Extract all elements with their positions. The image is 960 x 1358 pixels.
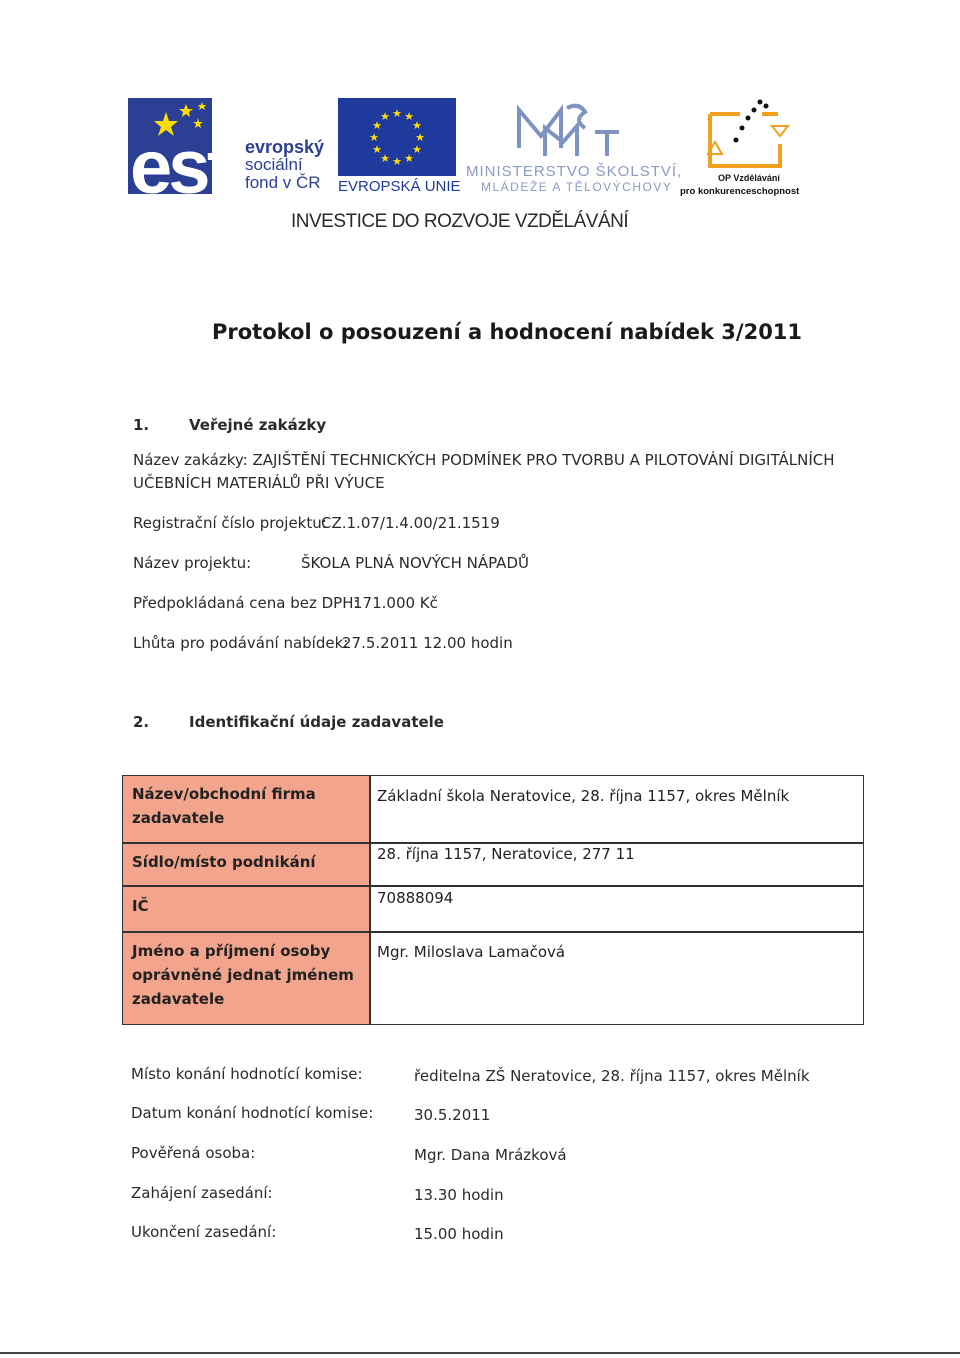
svg-text:★: ★ [392,155,402,168]
meeting-start-label: Zahájení zasedání: [131,1184,273,1202]
meeting-start-value: 13.30 hodin [414,1186,504,1204]
responsible-person-label: Pověřená osoba: [131,1144,256,1162]
eu-stars-icon [338,98,456,176]
table-value: Základní škola Neratovice, 28. října 1157, okres Mělník [377,787,790,805]
svg-text:★: ★ [380,152,390,165]
table-label: Sídlo/místo podnikání [132,853,316,871]
op-logo [704,96,794,176]
esf-text: evropský sociální fond v ČR [245,137,325,192]
svg-text:★: ★ [380,110,390,123]
price-value: 171.000 Kč [353,594,438,612]
meeting-end-label: Ukončení zasedání: [131,1223,277,1241]
meeting-end-value: 15.00 hodin [414,1225,504,1243]
table-label: Jméno a příjmení osoby oprávněné jednat jménem zadavatele [132,942,354,1008]
svg-text:★: ★ [369,131,379,144]
svg-text:★: ★ [404,152,414,165]
price-label: Předpokládaná cena bez DPH: [133,594,359,612]
msmt-line1: MINISTERSTVO ŠKOLSTVÍ, [466,163,683,180]
svg-text:★: ★ [415,131,425,144]
contracting-authority-table [122,775,864,1025]
section2-number: 2. [133,713,150,731]
svg-text:★: ★ [404,110,414,123]
section1-number: 1. [133,416,150,434]
msmt-line2: MLÁDEŽE A TĚLOVÝCHOVY [481,180,673,194]
meeting-place-label: Místo konání hodnotící komise: [131,1065,363,1083]
meeting-date-label: Datum konání hodnotící komise: [131,1104,374,1122]
contract-name-line1: Název zakázky: ZAJIŠTĚNÍ TECHNICKÝCH PODMÍNEK PRO TVORBU A PILOTOVÁNÍ DIGITÁLNÍCH [133,451,835,469]
svg-text:★: ★ [372,119,382,132]
svg-text:★: ★ [412,143,422,156]
op-mark-icon [704,96,794,172]
table-value: 28. října 1157, Neratovice, 277 11 [377,845,635,863]
table-row-divider [123,931,863,933]
table-value: Mgr. Miloslava Lamačová [377,943,566,961]
page-title: Protokol o posouzení a hodnocení nabídek 3/2011 [212,320,803,344]
op-line1: OP Vzdělávání [718,173,780,183]
msmt-logo [515,98,625,164]
table-label: Název/obchodní firma zadavatele [132,785,316,827]
contract-name-line2: UČEBNÍCH MATERIÁLŮ PŘI VÝUCE [133,474,385,492]
svg-text:★: ★ [412,119,422,132]
esf-logo [128,98,340,210]
meeting-place-value: ředitelna ZŠ Neratovice, 28. října 1157, okres Mělník [414,1067,810,1085]
op-line2: pro konkurenceschopnost [680,186,800,197]
reg-label: Registrační číslo projektu: [133,514,327,532]
project-label: Název projektu: [133,554,252,572]
responsible-person-value: Mgr. Dana Mrázková [414,1146,567,1164]
msmt-mark-icon [515,98,625,160]
banner-text: INVESTICE DO ROZVOJE VZDĚLÁVÁNÍ [291,211,629,232]
esf-mark: esf [130,125,228,210]
table-label: IČ [132,897,149,915]
svg-text:★: ★ [372,143,382,156]
svg-text:★: ★ [392,107,402,120]
meeting-date-value: 30.5.2011 [414,1106,491,1124]
project-value: ŠKOLA PLNÁ NOVÝCH NÁPADŮ [301,554,529,572]
eu-flag [338,98,456,176]
deadline-value: 27.5.2011 12.00 hodin [342,634,513,652]
section1-heading: Veřejné zakázky [189,416,327,434]
eu-label: EVROPSKÁ UNIE [338,178,461,195]
table-value: 70888094 [377,889,454,907]
reg-value: CZ.1.07/1.4.00/21.1519 [321,514,500,532]
deadline-label: Lhůta pro podávání nabídek: [133,634,349,652]
table-divider [369,776,371,1024]
section2-heading: Identifikační údaje zadavatele [189,713,444,731]
bottom-rule [0,1352,960,1354]
table-row-divider [123,842,369,844]
